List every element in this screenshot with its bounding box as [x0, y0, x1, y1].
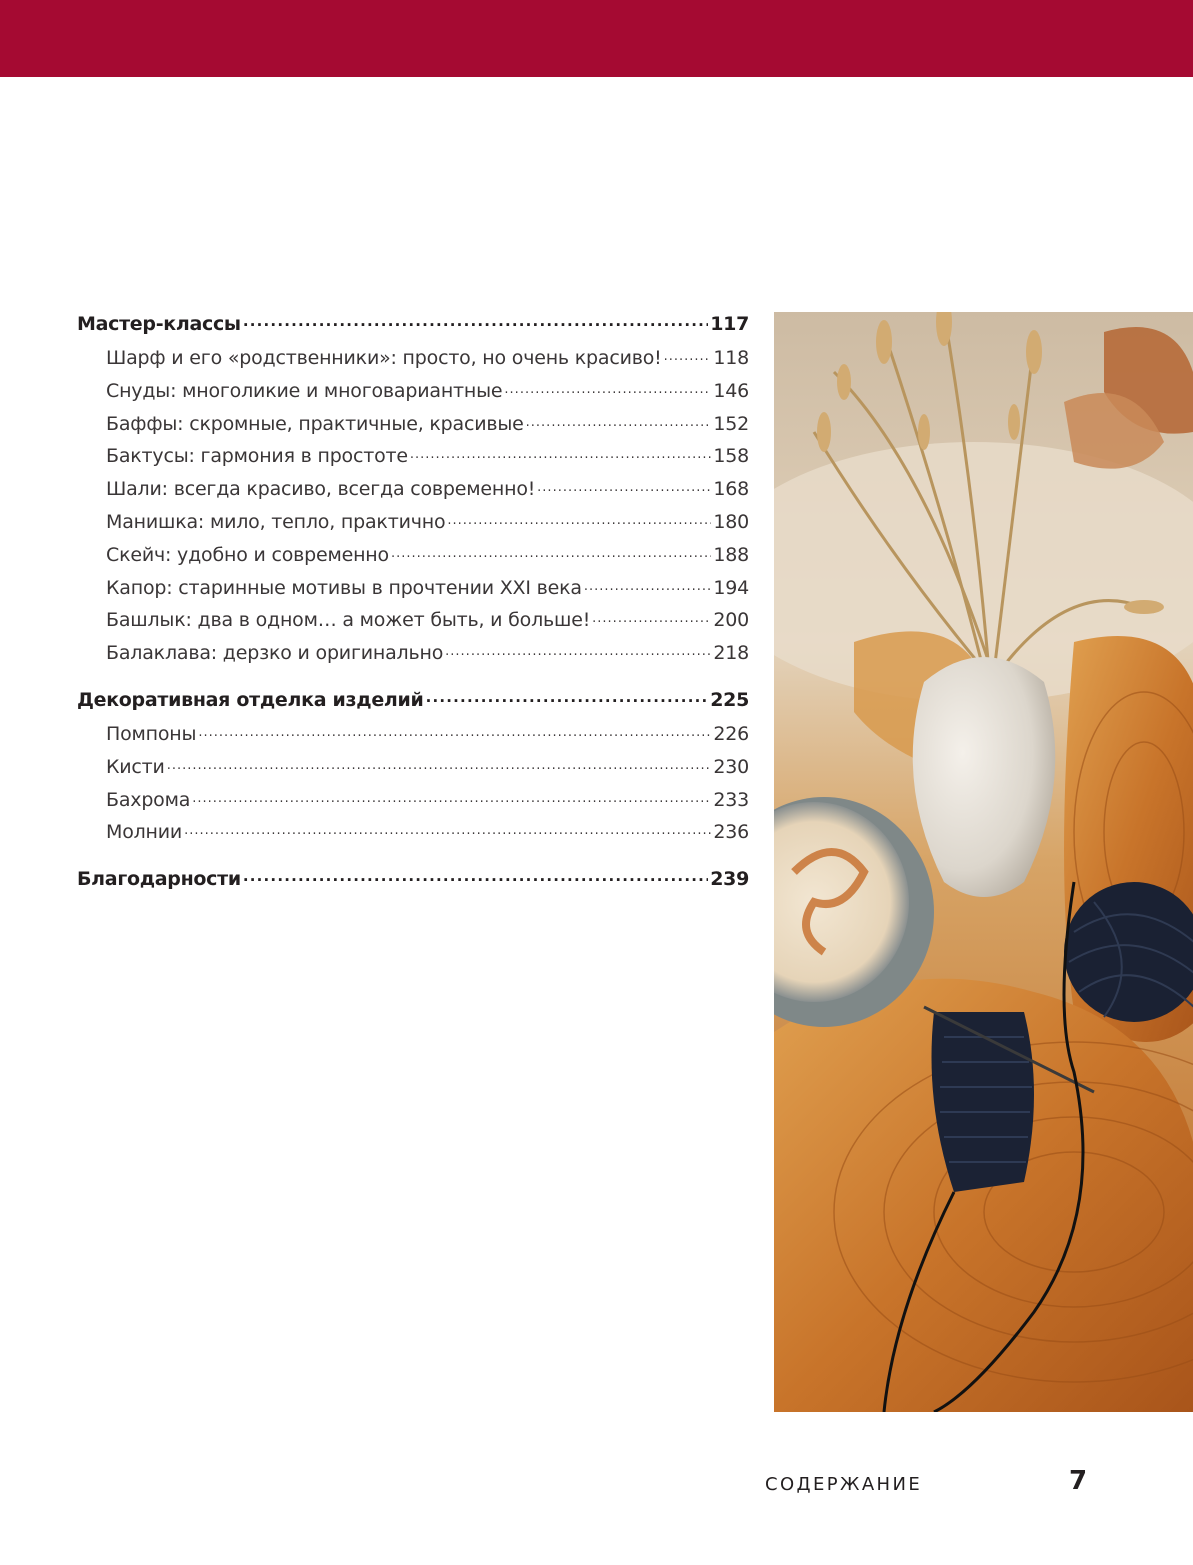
- toc-item-page: 200: [713, 609, 749, 632]
- toc-leader-dots: [584, 568, 712, 604]
- toc-item-page: 233: [713, 788, 749, 811]
- toc-item-page: 146: [713, 379, 749, 402]
- toc-item-page: 194: [713, 576, 749, 599]
- toc-item-title: Скейч: удобно и современно: [106, 543, 389, 566]
- toc-item-page: 230: [713, 755, 749, 778]
- toc-item-title: Шарф и его «родственники»: просто, но очень красиво!: [106, 347, 662, 369]
- toc-item-title: Балаклава: дерзко и оригинально: [106, 642, 444, 665]
- toc-item-entry[interactable]: [77, 637, 749, 670]
- toc-leader-dots: [592, 600, 711, 636]
- toc-item-title: Баффы: скромные, практичные, красивые: [106, 412, 524, 435]
- toc-item-page: 180: [713, 510, 749, 533]
- toc-chapter-entry[interactable]: [77, 306, 749, 342]
- toc-item-title: Капор: старинные мотивы в прочтении XXI века: [106, 576, 582, 599]
- toc-chapter-page: 117: [710, 313, 749, 335]
- toc-item-page: 226: [713, 722, 749, 745]
- toc-section-acknowledgements: [77, 861, 749, 897]
- toc-chapter-title: Мастер-классы: [77, 313, 241, 335]
- toc-leader-dots: [447, 502, 711, 538]
- toc-item-title: Бактусы: гармония в простоте: [106, 445, 408, 468]
- toc-chapter-entry[interactable]: [77, 861, 749, 897]
- toc-leader-dots: [167, 747, 712, 783]
- toc-leader-dots: [410, 436, 711, 472]
- toc-chapter-page: 239: [710, 868, 749, 891]
- toc-leader-dots: [445, 633, 711, 669]
- page-number: 7: [1069, 1466, 1088, 1496]
- toc-leader-dots: [243, 857, 708, 894]
- table-of-contents: [77, 306, 749, 909]
- toc-leader-dots: [184, 812, 711, 848]
- toc-item-page: 188: [713, 543, 749, 566]
- toc-leader-dots: [664, 338, 712, 374]
- toc-item-title: Снуды: многоликие и многовариантные: [106, 379, 503, 402]
- toc-item-page: 152: [713, 412, 749, 435]
- toc-leader-dots: [537, 469, 711, 505]
- toc-leader-dots: [426, 678, 709, 715]
- toc-leader-dots: [243, 302, 708, 339]
- toc-item-title: Молнии: [106, 821, 183, 844]
- toc-item-title: Кисти: [106, 755, 165, 778]
- toc-item-page: 236: [713, 821, 749, 844]
- toc-item-page: 218: [713, 642, 749, 665]
- toc-item-page: 118: [713, 347, 749, 369]
- toc-item-title: Башлык: два в одном… а может быть, и больше!: [106, 609, 591, 632]
- toc-leader-dots: [198, 714, 711, 750]
- toc-leader-dots: [391, 535, 711, 571]
- toc-item-title: Помпоны: [106, 722, 197, 745]
- toc-chapter-title: Благодарности: [77, 868, 241, 891]
- toc-item-page: 168: [713, 478, 749, 501]
- toc-section-decorative-finishing: [77, 682, 749, 849]
- toc-leader-dots: [526, 404, 712, 440]
- knitting-still-life-photo: [774, 312, 1193, 1412]
- toc-item-page: 158: [713, 445, 749, 468]
- toc-section-master-classes: [77, 306, 749, 670]
- toc-chapter-title: Декоративная отделка изделий: [77, 688, 424, 711]
- toc-leader-dots: [192, 780, 711, 816]
- toc-item-title: Манишка: мило, тепло, практично: [106, 510, 446, 533]
- toc-item-title: Шали: всегда красиво, всегда современно!: [106, 478, 536, 501]
- toc-chapter-entry[interactable]: [77, 682, 749, 718]
- toc-item-title: Бахрома: [106, 788, 191, 811]
- toc-leader-dots: [504, 371, 711, 407]
- toc-chapter-page: 225: [710, 688, 749, 711]
- top-color-band: [0, 0, 1193, 77]
- toc-item-entry[interactable]: [77, 816, 749, 849]
- running-footer-section-label: СОДЕРЖАНИЕ: [765, 1474, 923, 1495]
